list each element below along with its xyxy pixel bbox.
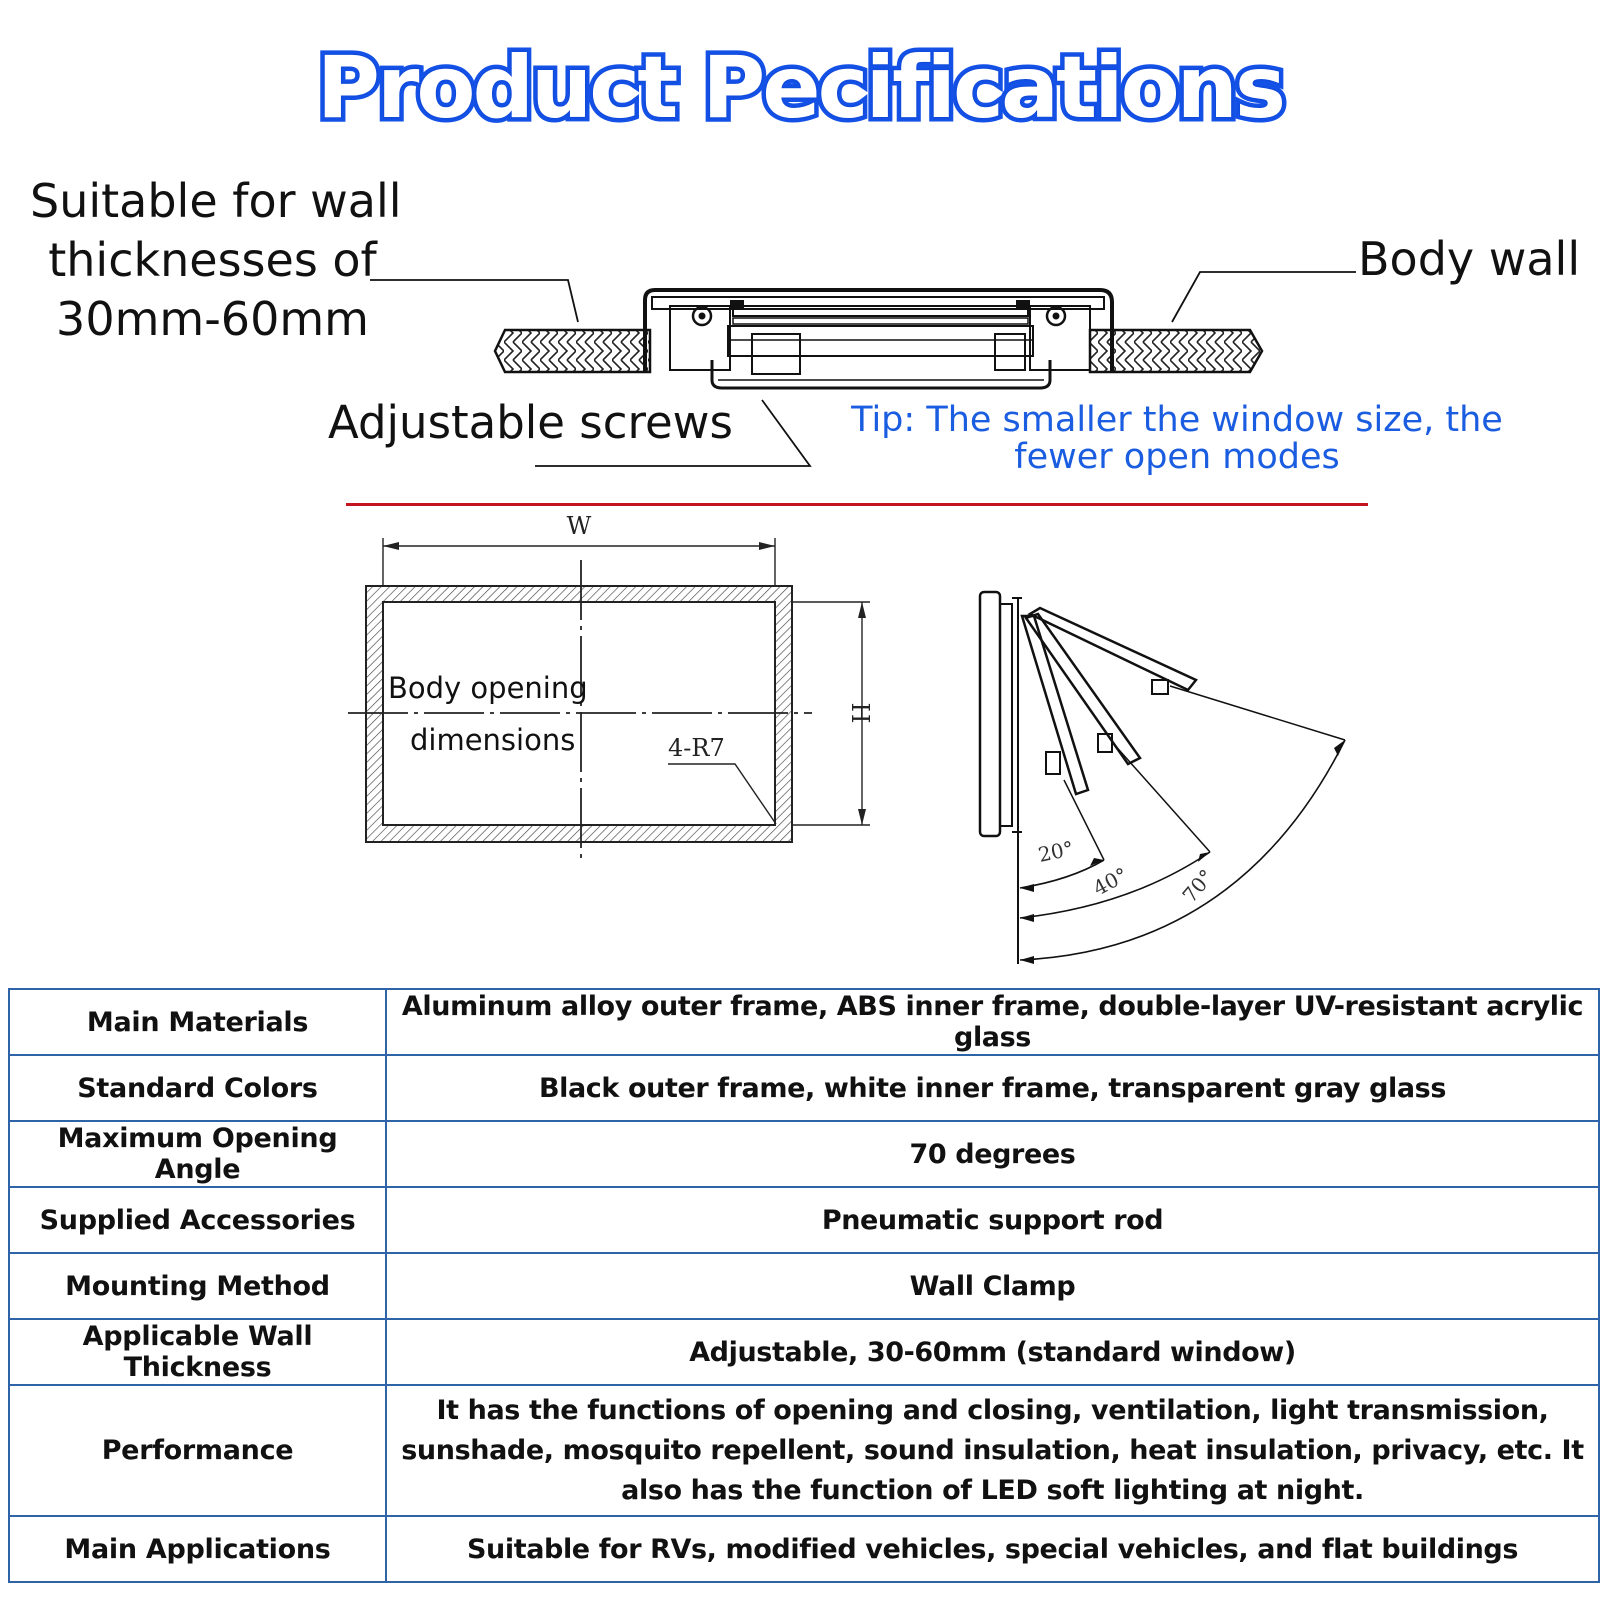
angle-label-20: 20° (1036, 836, 1076, 867)
wall-thickness-line-3: 30mm-60mm (56, 292, 369, 346)
spec-value: Wall Clamp (386, 1253, 1599, 1319)
window-cross-section (495, 290, 1262, 388)
spec-key: Applicable Wall Thickness (9, 1319, 386, 1385)
opening-angle-drawing (980, 592, 1345, 964)
tip-line-1: Tip: The smaller the window size, the (851, 400, 1503, 440)
table-row (9, 1121, 1599, 1187)
width-dimension-label: W (566, 512, 592, 540)
spec-value: It has the functions of opening and closing, ventilation, light transmission, sunshade, mosquito repellent, sound insulation, heat insulation, privacy, etc. It also has the function of LED soft lighting at night. (386, 1385, 1599, 1516)
spec-value: Aluminum alloy outer frame, ABS inner frame, double-layer UV-resistant acrylic glass (386, 989, 1599, 1055)
radius-note: 4-R7 (668, 734, 725, 762)
section-divider (346, 503, 1368, 506)
table-row (9, 1319, 1599, 1385)
spec-key: Main Applications (9, 1516, 386, 1582)
angle-label-40: 40° (1089, 862, 1132, 901)
table-row (9, 1516, 1599, 1582)
wall-section-right (1090, 330, 1262, 372)
angle-label-70: 70° (1177, 864, 1219, 908)
body-opening-label-line-1: Body opening (388, 671, 588, 705)
spec-table (8, 988, 1600, 1583)
spec-value: Black outer frame, white inner frame, transparent gray glass (386, 1055, 1599, 1121)
tip-note (842, 402, 1512, 476)
table-row (9, 989, 1599, 1055)
body-opening-label-line-2: dimensions (410, 723, 576, 757)
spec-value: Adjustable, 30-60mm (standard window) (386, 1319, 1599, 1385)
spec-key: Main Materials (9, 989, 386, 1055)
tip-line-2: fewer open modes (1014, 437, 1340, 477)
wall-thickness-label (30, 172, 402, 349)
wall-section-left (495, 330, 650, 372)
height-dimension-label: H (846, 702, 874, 724)
wall-thickness-line-1: Suitable for wall (30, 174, 402, 228)
spec-key: Supplied Accessories (9, 1187, 386, 1253)
adjustable-screws-label: Adjustable screws (328, 396, 733, 449)
table-row (9, 1055, 1599, 1121)
spec-value: 70 degrees (386, 1121, 1599, 1187)
page-title: Product Pecifications (316, 38, 1284, 138)
spec-value: Pneumatic support rod (386, 1187, 1599, 1253)
table-row (9, 1187, 1599, 1253)
spec-key: Maximum Opening Angle (9, 1121, 386, 1187)
spec-key: Mounting Method (9, 1253, 386, 1319)
body-wall-label: Body wall (1358, 232, 1581, 286)
table-row (9, 1253, 1599, 1319)
spec-value: Suitable for RVs, modified vehicles, special vehicles, and flat buildings (386, 1516, 1599, 1582)
table-row (9, 1385, 1599, 1516)
spec-key: Performance (9, 1385, 386, 1516)
spec-key: Standard Colors (9, 1055, 386, 1121)
wall-thickness-line-2: thicknesses of (48, 233, 377, 287)
